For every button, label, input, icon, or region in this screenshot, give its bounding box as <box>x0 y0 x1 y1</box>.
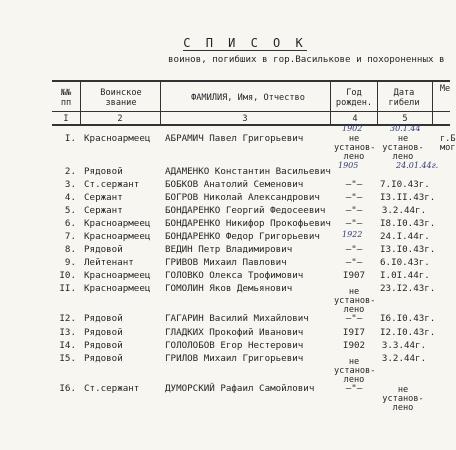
row-date: 23.I2.43г. <box>380 283 436 294</box>
table-row <box>0 353 450 385</box>
table-row <box>0 313 450 325</box>
row-number: 7. <box>64 231 76 242</box>
header-place: Ме <box>439 84 451 94</box>
handwritten-year-2: 1905 <box>338 161 359 170</box>
handwritten-date-1: 30.1.44 <box>390 124 421 133</box>
row-name: ГЛАДКИХ Прокофий Иванович <box>165 327 304 338</box>
row-date: I.0I.44г. <box>380 270 430 281</box>
row-number: 2. <box>64 166 76 177</box>
row-rank: Рядовой <box>84 313 123 324</box>
row-name: ГАГАРИН Василий Михайлович <box>165 313 309 324</box>
handwritten-date-2: 24.01.44г. <box>396 161 439 170</box>
index-2: 2 <box>117 114 123 124</box>
row-number: 4. <box>64 192 76 203</box>
row-name: БОБКОВ Анатолий Семенович <box>165 179 304 190</box>
row-date: I6.I0.43г. <box>380 313 436 324</box>
row-date: не установ- лено <box>382 134 424 162</box>
col-divider-4 <box>377 80 378 125</box>
row-year: –"– <box>345 218 363 229</box>
table-row <box>0 283 450 315</box>
row-number: 8. <box>64 244 76 255</box>
row-year: –"– <box>345 192 363 203</box>
index-1: I <box>63 114 69 124</box>
col-divider-5 <box>432 80 433 125</box>
document-subtitle: воинов, погибших в гор.Василькове и похороненных в <box>168 54 445 65</box>
row-date: 3.3.44г. <box>381 340 427 351</box>
handwritten-year-1: 1902 <box>342 124 363 133</box>
row-year: –"– <box>345 257 363 268</box>
col-divider-1 <box>80 80 81 125</box>
table-row <box>0 244 450 256</box>
col-divider-3 <box>330 80 331 125</box>
title-text: С П И С О К <box>183 36 307 50</box>
row-rank: Красноармеец <box>84 231 151 242</box>
row-date: 3.2.44г. <box>381 205 427 216</box>
row-number: II. <box>59 283 76 294</box>
header-date: Дата гибели <box>388 88 420 108</box>
table-row <box>0 166 450 178</box>
row-date: 7.I0.43г. <box>380 179 430 190</box>
row-name: ГОЛОЛОБОВ Егор Нестерович <box>165 340 304 351</box>
table-top-rule <box>52 80 450 82</box>
row-number: I6. <box>59 383 76 394</box>
row-rank: Рядовой <box>84 353 123 364</box>
row-rank: Ст.сержант <box>84 179 140 190</box>
row-number: I4. <box>59 340 76 351</box>
row-rank: Красноармеец <box>84 283 151 294</box>
row-name: БОНДАРЕНКО Никифор Прокофьевич <box>165 218 331 229</box>
row-place: г.Б мог <box>440 134 456 153</box>
document-title <box>0 36 450 50</box>
table-row <box>0 340 450 352</box>
row-name: ГОМОЛИН Яков Демьянович <box>165 283 293 294</box>
row-year: не установ- лено <box>334 287 376 315</box>
row-year: –"– <box>345 205 363 216</box>
row-number: 9. <box>64 257 76 268</box>
row-year: I902 <box>342 340 366 351</box>
header-name: ФАМИЛИЯ, Имя, Отчество <box>191 93 305 103</box>
row-year: I907 <box>342 270 366 281</box>
index-4: 4 <box>352 114 358 124</box>
row-name: ГОЛОВКО Олекса Трофимович <box>165 270 304 281</box>
row-number: I2. <box>59 313 76 324</box>
row-name: АБРАМИЧ Павел Григорьевич <box>165 133 304 144</box>
row-name: БОНДАРЕНКО Георгий Федосеевич <box>165 205 326 216</box>
handwritten-year-7: 1922 <box>342 230 363 239</box>
row-name: ГРИВОВ Михаил Павлович <box>165 257 287 268</box>
row-rank: Рядовой <box>84 340 123 351</box>
table-row <box>0 218 450 230</box>
table-row <box>0 192 450 204</box>
index-5: 5 <box>402 114 408 124</box>
row-date: 24.I.44г. <box>380 231 430 242</box>
header-divider <box>52 111 450 112</box>
row-name: ВЕДИН Петр Владимирович <box>165 244 293 255</box>
table-row <box>0 383 450 413</box>
row-date: 6.I0.43г. <box>380 257 430 268</box>
row-name: БОНДАРЕНКО Федор Григорьевич <box>165 231 320 242</box>
row-rank: Ст.сержант <box>84 383 140 394</box>
row-number: 3. <box>64 179 76 190</box>
table-row <box>0 231 450 243</box>
row-year: –"– <box>345 313 363 324</box>
row-year: I9I7 <box>342 327 366 338</box>
header-year: Год рожден. <box>335 88 373 108</box>
row-number: I5. <box>59 353 76 364</box>
row-year: не установ- лено <box>334 357 376 385</box>
row-number: I. <box>64 133 76 144</box>
row-rank: Рядовой <box>84 244 123 255</box>
row-name: ДУМОРСКИЙ Рафаил Самойлович <box>165 383 315 394</box>
row-number: 5. <box>64 205 76 216</box>
table-row <box>0 133 456 162</box>
table-row <box>0 270 450 282</box>
table-row <box>0 257 450 269</box>
row-rank: Красноармеец <box>84 133 151 144</box>
row-year: –"– <box>345 179 363 190</box>
col-divider-2 <box>160 80 161 125</box>
row-rank: Сержант <box>84 192 123 203</box>
row-date: 3.2.44г. <box>381 353 427 364</box>
row-rank: Красноармеец <box>84 270 151 281</box>
row-number: 6. <box>64 218 76 229</box>
row-date: I2.I0.43г. <box>380 327 436 338</box>
header-rank: Воинское звание <box>100 88 142 108</box>
row-rank: Сержант <box>84 205 123 216</box>
row-date: I3.II.43г. <box>380 192 436 203</box>
row-name: ГРИЛОВ Михаил Григорьевич <box>165 353 304 364</box>
header-num: №№ пп <box>60 88 72 108</box>
row-name: АДАМЕНКО Константин Васильевич <box>165 166 331 177</box>
row-year: –"– <box>345 244 363 255</box>
row-rank: Рядовой <box>84 327 123 338</box>
row-number: I0. <box>59 270 76 281</box>
row-rank: Лейтенант <box>84 257 134 268</box>
index-3: 3 <box>242 114 248 124</box>
table-row <box>0 327 450 339</box>
row-name: БОГРОВ Николай Александрович <box>165 192 320 203</box>
row-year: –"– <box>345 383 363 394</box>
row-year: не установ- лено <box>334 134 376 162</box>
row-rank: Красноармеец <box>84 218 151 229</box>
row-number: I3. <box>59 327 76 338</box>
row-date: I8.I0.43г. <box>380 218 436 229</box>
row-date: I3.I0.43г. <box>380 244 436 255</box>
table-row <box>0 205 450 217</box>
row-rank: Рядовой <box>84 166 123 177</box>
table-row <box>0 179 450 191</box>
row-date: не установ- лено <box>382 385 424 413</box>
